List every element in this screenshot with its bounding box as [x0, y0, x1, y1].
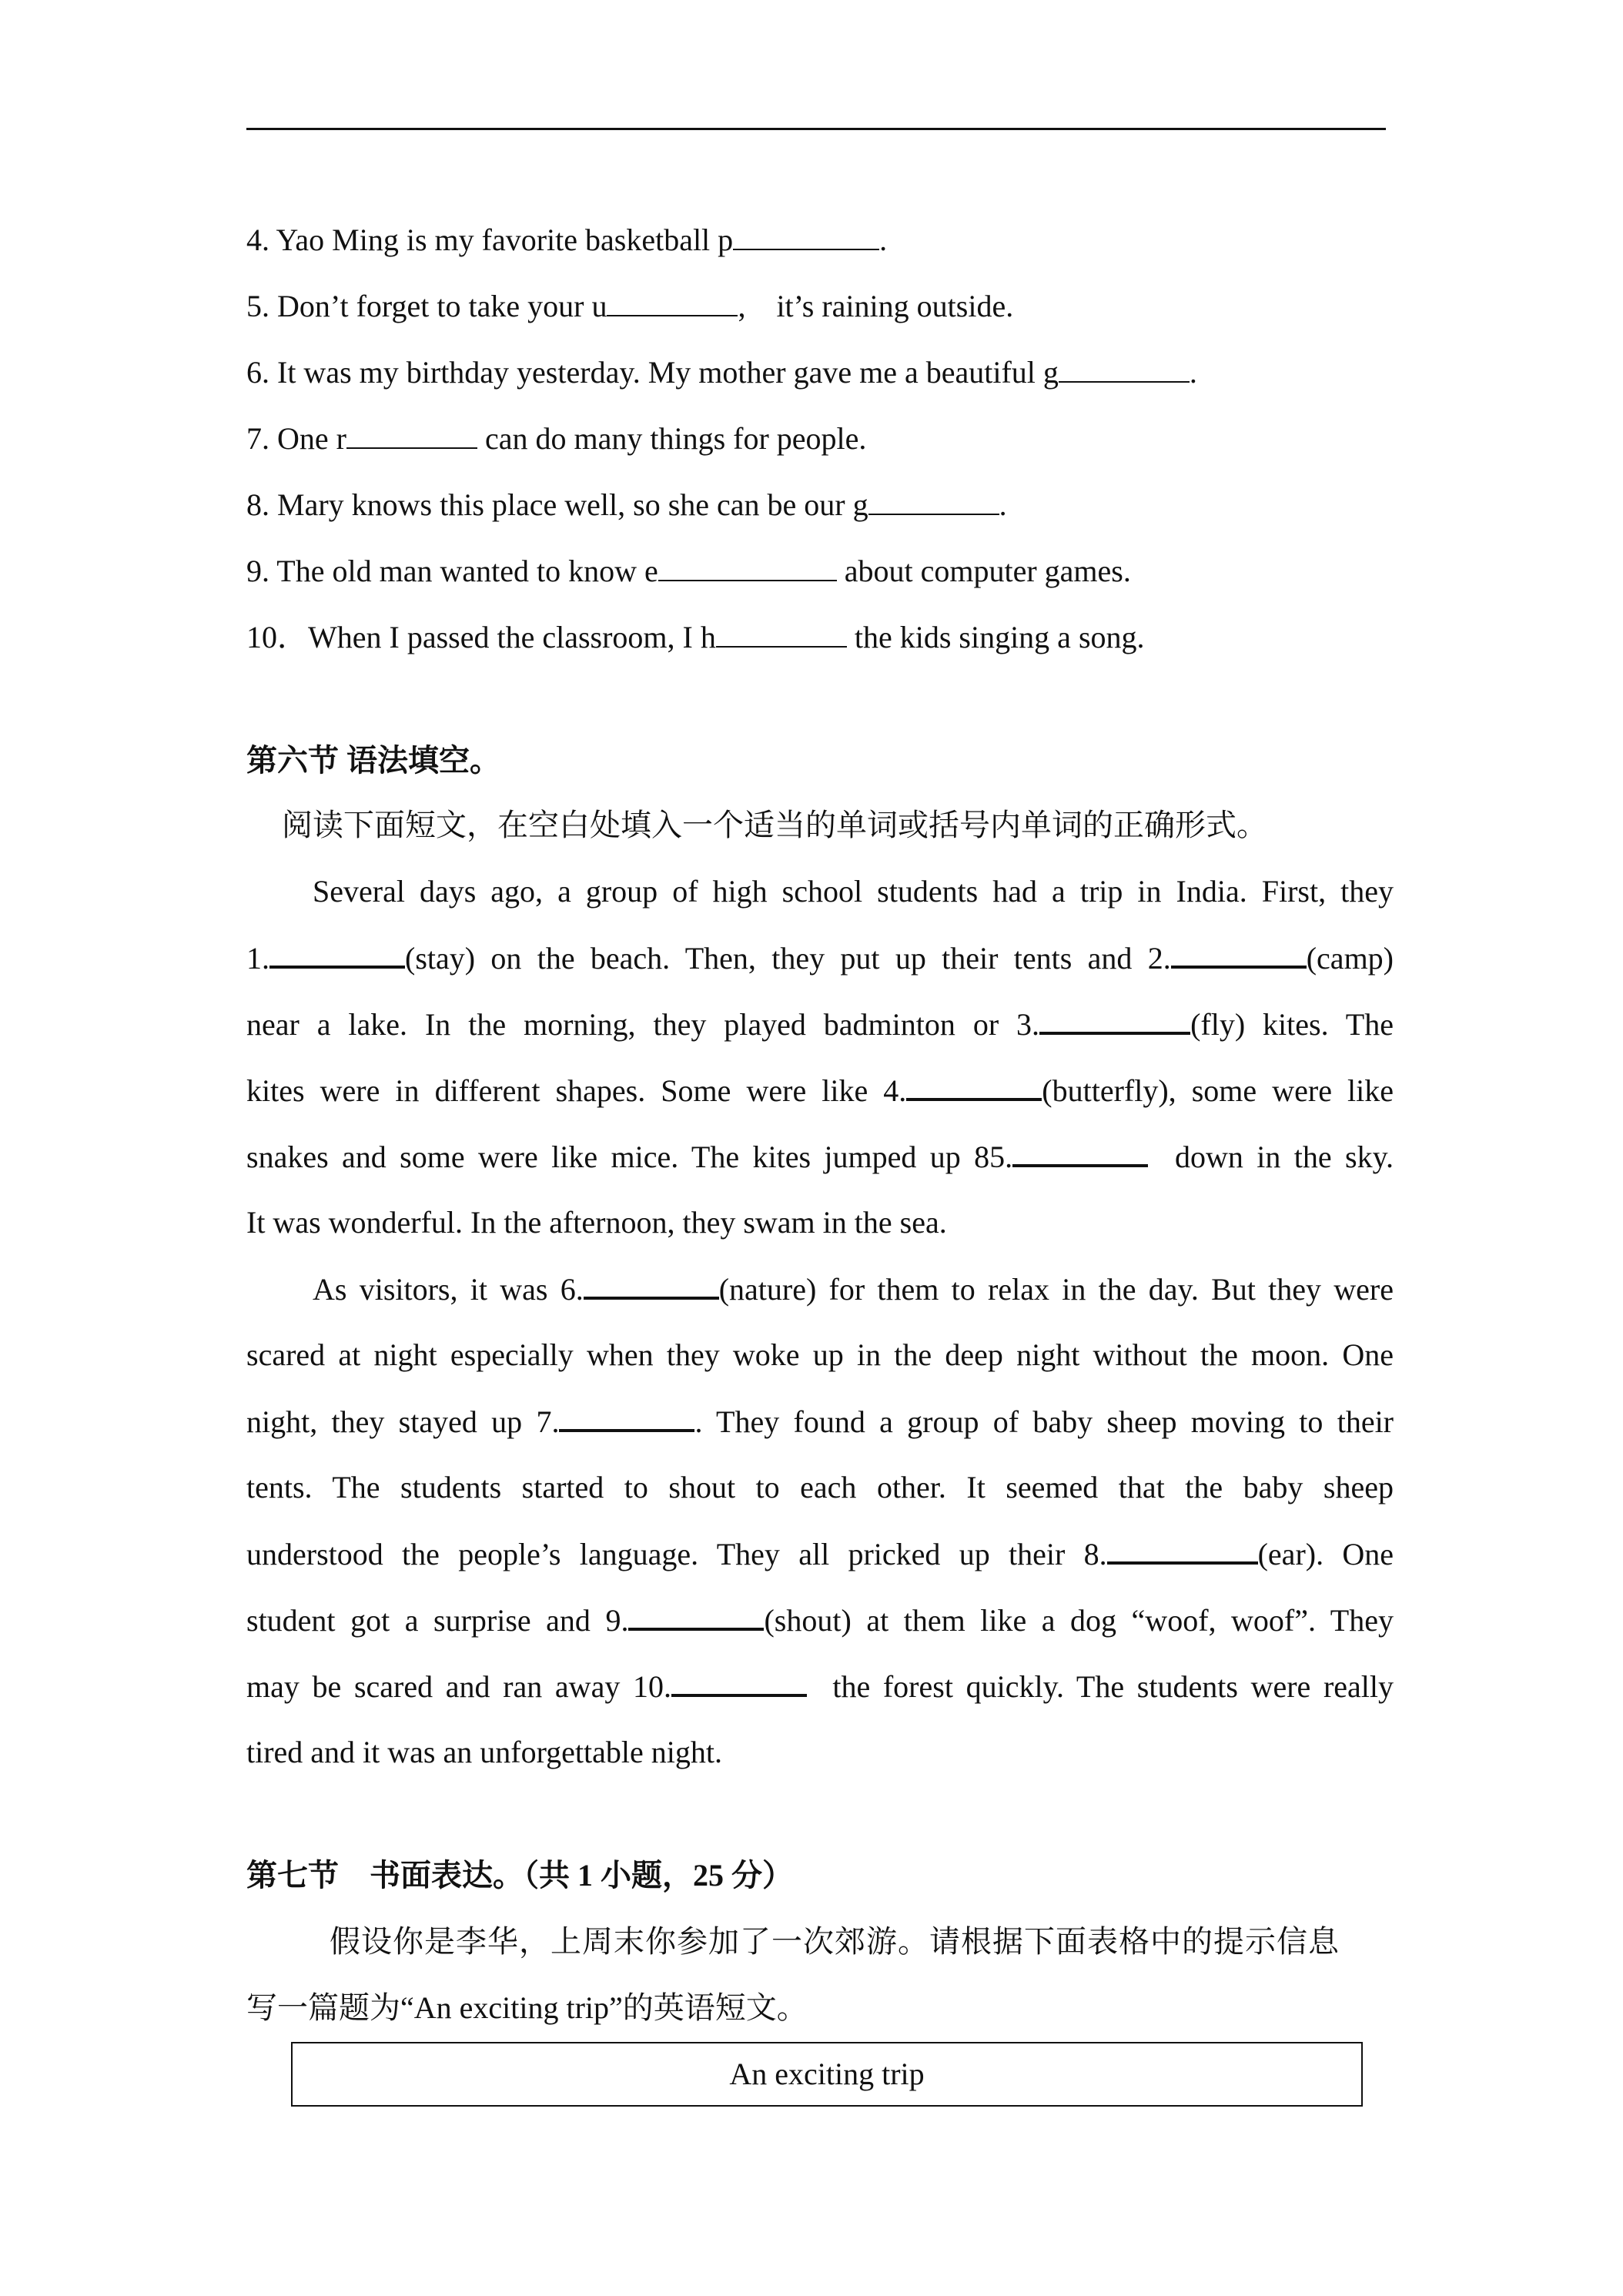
vocab-item-10: 10．When I passed the classroom, I h the kids singing a song. — [246, 620, 1145, 654]
vocab-item-9: 9. The old man wanted to know e about computer games. — [246, 554, 1131, 588]
passage-line-4: kites were in different shapes. Some were like 4. (butterfly), some were like — [246, 1070, 1394, 1111]
cloze-blank-1[interactable] — [269, 938, 405, 969]
section-7-prompt-line-1: 假设你是李华，上周末你参加了一次郊游。请根据下面表格中的提示信息 — [330, 1924, 1340, 1959]
passage-line-3: near a lake. In the morning, they played badminton or 3. (fly) kites. The — [246, 1004, 1394, 1045]
passage-line-10: tents. The students started to shout to each other. It seemed that the baby sheep — [246, 1470, 1394, 1504]
answer-blank[interactable] — [733, 221, 879, 250]
passage-line-14: tired and it was an unforgettable night. — [246, 1735, 722, 1769]
passage-line-12: student got a surprise and 9. (shout) at them like a dog “woof, woof”. They — [246, 1600, 1394, 1641]
answer-blank[interactable] — [346, 420, 477, 449]
section-7-title: 第七节 书面表达。（共 1 小题，25 分） — [246, 1858, 793, 1893]
passage-line-5: snakes and some were like mice. The kites jumped up 85. down in the sky. — [246, 1136, 1394, 1177]
answer-blank[interactable] — [716, 618, 847, 648]
section-6-title: 第六节 语法填空。 — [246, 743, 500, 778]
cloze-blank-7[interactable] — [559, 1401, 694, 1432]
passage-line-2: 1. (stay) on the beach. Then, they put up their tents and 2. (camp) — [246, 938, 1394, 979]
vocab-item-4: 4. Yao Ming is my favorite basketball p . — [246, 223, 888, 257]
cloze-blank-4[interactable] — [906, 1070, 1042, 1101]
cloze-blank-8[interactable] — [1107, 1534, 1258, 1565]
cloze-blank-3[interactable] — [1039, 1004, 1190, 1035]
section-6-instruction: 阅读下面短文，在空白处填入一个适当的单词或括号内单词的正确形式。 — [282, 808, 1267, 842]
vocab-item-6: 6. It was my birthday yesterday. My mother gave me a beautiful g . — [246, 355, 1197, 390]
passage-line-11: understood the people’s language. They all pricked up their 8. (ear). One — [246, 1534, 1394, 1575]
table-title: An exciting trip — [729, 2057, 925, 2091]
cloze-blank-9[interactable] — [628, 1600, 764, 1631]
cloze-blank-5[interactable] — [1012, 1136, 1148, 1167]
header-rule — [246, 128, 1386, 130]
info-table — [291, 2042, 1363, 2107]
answer-blank[interactable] — [607, 287, 738, 316]
section-7-prompt-line-2: 写一篇题为“An exciting trip”的英语短文。 — [246, 1990, 808, 2025]
passage-line-1: Several days ago, a group of high school students had a trip in India. First, they — [313, 874, 1394, 909]
passage-line-9: night, they stayed up 7. . They found a group of baby sheep moving to their — [246, 1401, 1394, 1442]
passage-line-8: scared at night especially when they woke up in the deep night without the moon. One — [246, 1337, 1394, 1372]
answer-blank[interactable] — [868, 486, 999, 515]
cloze-blank-2[interactable] — [1171, 938, 1307, 969]
vocab-item-5: 5. Don’t forget to take your u , it’s raining outside. — [246, 289, 1014, 323]
passage-line-7: As visitors, it was 6. (nature) for them to relax in the day. But they were — [313, 1269, 1394, 1310]
answer-blank[interactable] — [1059, 353, 1190, 383]
answer-blank[interactable] — [658, 552, 837, 581]
vocab-item-7: 7. One r can do many things for people. — [246, 421, 867, 456]
vocab-item-8: 8. Mary knows this place well, so she can be our g . — [246, 487, 1007, 522]
passage-line-13: may be scared and ran away 10. the forest quickly. The students were really — [246, 1666, 1394, 1707]
cloze-blank-6[interactable] — [584, 1269, 719, 1300]
cloze-blank-10[interactable] — [671, 1666, 807, 1697]
passage-line-6: It was wonderful. In the afternoon, they swam in the sea. — [246, 1205, 947, 1240]
